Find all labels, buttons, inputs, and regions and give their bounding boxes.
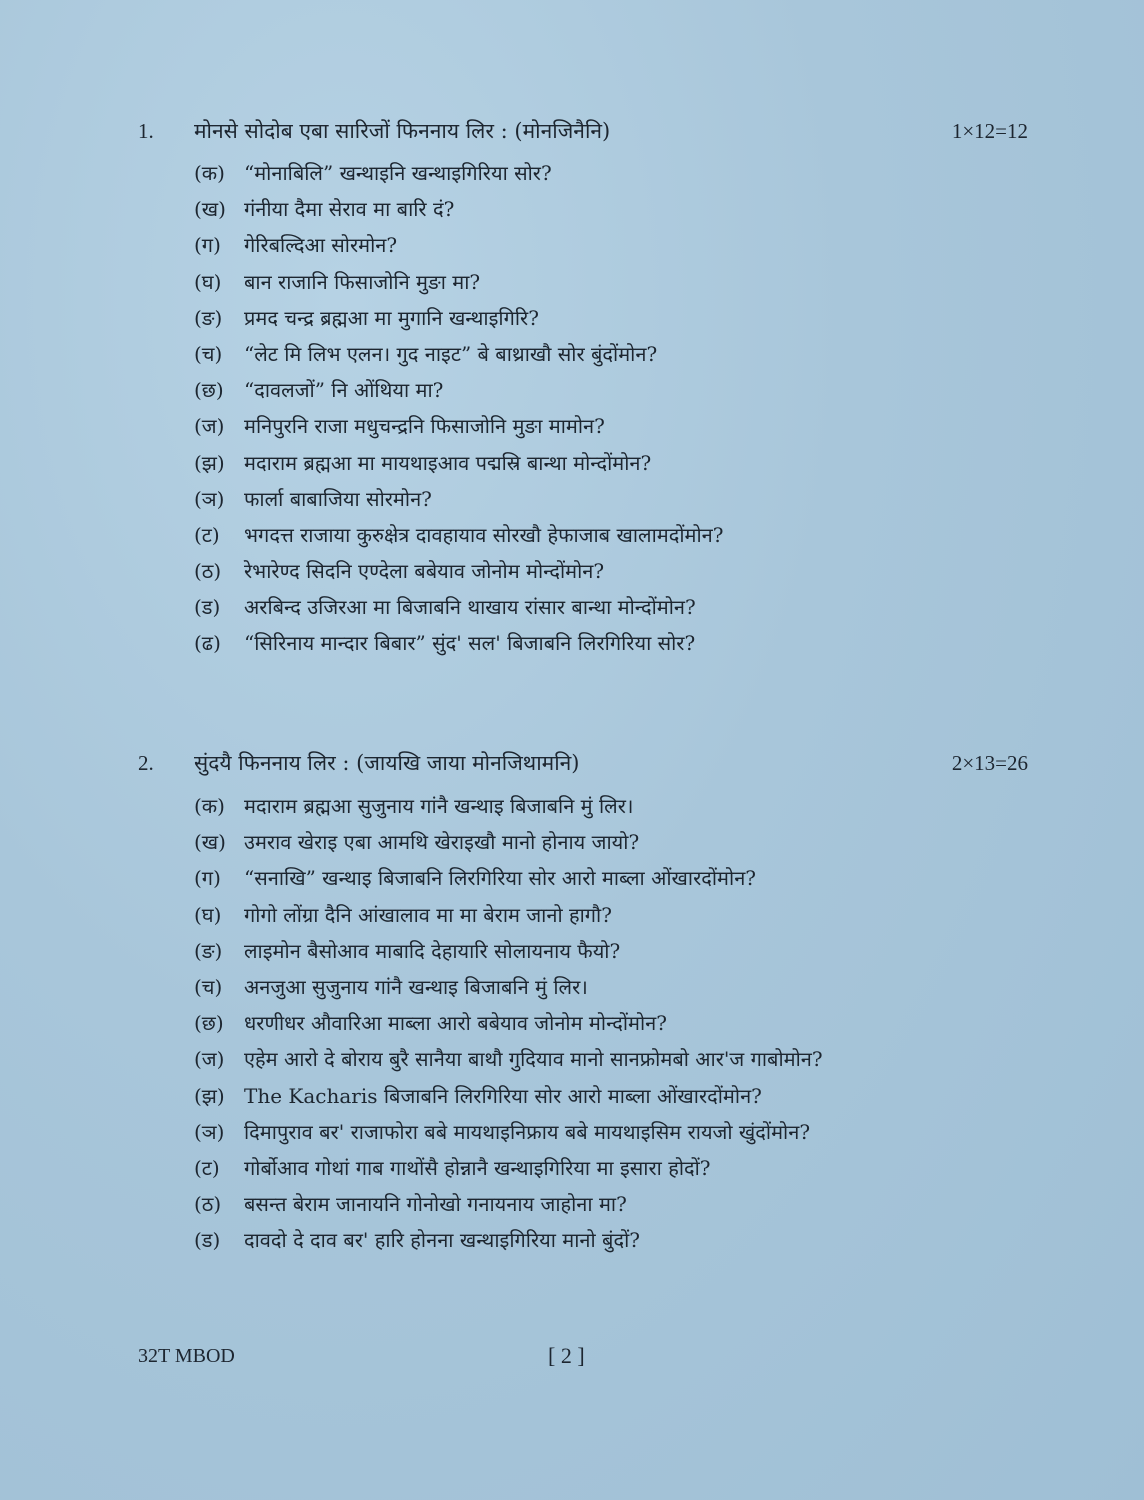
item-label: (ङ)	[194, 305, 223, 330]
item-label: (ञ)	[194, 1119, 225, 1144]
item-label: (ञ)	[194, 486, 225, 511]
question-item	[194, 860, 1024, 896]
item-text: धरणीधर औवारिआ माब्ला आरो बबेयाव जोनोम मोन्दोंमोन?	[244, 1011, 668, 1036]
item-label: (ख)	[194, 197, 226, 222]
question-item	[194, 372, 1024, 408]
question-item	[194, 933, 1024, 969]
question-item	[194, 1186, 1024, 1222]
question-item	[194, 336, 1024, 372]
item-text: गोर्बोआव गोथां गाब गाथोंसै होन्नानै खन्थाइगिरिया मा इसारा होदों?	[244, 1155, 711, 1180]
question-2-items	[194, 788, 1024, 1258]
item-text: एहेम आरो दे बोराय बुरै सानैया बाथौ गुदियाव मानो सानफ्रोमबो आर'ज गाबोमोन?	[244, 1047, 823, 1072]
item-label: (च)	[194, 974, 223, 999]
question-item	[194, 788, 1024, 824]
question-number: 2.	[138, 751, 154, 775]
item-text: प्रमद चन्द्र ब्रह्मआ मा मुगानि खन्थाइगिरि?	[244, 305, 539, 330]
question-item	[194, 625, 1024, 661]
item-text: उमराव खेराइ एबा आमथि खेराइखौ मानो होनाय जायो?	[244, 830, 640, 855]
item-text: भगदत्त राजाया कुरुक्षेत्र दावहायाव सोरखौ हेफाजाब खालामदोंमोन?	[244, 522, 724, 547]
item-label: (छ)	[194, 378, 224, 403]
item-text: “मोनाबिलि” खन्थाइनि खन्थाइगिरिया सोर?	[244, 161, 552, 185]
question-item	[194, 897, 1024, 933]
question-item	[194, 481, 1024, 517]
question-item	[194, 517, 1024, 553]
item-label: (ड)	[194, 595, 221, 620]
question-marks: 2×13=26	[951, 751, 1028, 775]
question-item	[194, 824, 1024, 860]
item-label: (ट)	[194, 522, 220, 547]
question-item	[194, 1150, 1024, 1186]
question-1-header	[138, 111, 1028, 151]
item-text: बसन्त बेराम जानायनि गोनोखो गनायनाय जाहोना मा?	[244, 1192, 627, 1217]
question-item	[194, 264, 1024, 300]
question-2-header	[138, 743, 1028, 783]
question-number: 1.	[138, 119, 154, 143]
item-label: (ग)	[194, 233, 221, 258]
question-item	[194, 155, 1024, 191]
question-item	[194, 969, 1024, 1005]
item-text: रेभारेण्द सिदनि एण्देला बबेयाव जोनोम मोन्दोंमोन?	[244, 559, 605, 584]
item-text: “लेट मि लिभ एलन। गुद नाइट” बे बाथ्राखौ सोर बुंदोंमोन?	[244, 341, 658, 366]
question-1-items	[194, 155, 1024, 662]
item-label: (ज)	[194, 414, 225, 439]
item-label: (क)	[194, 794, 225, 818]
item-label: (घ)	[194, 902, 222, 927]
item-label: (ज)	[194, 1047, 225, 1072]
item-label: (ठ)	[194, 559, 222, 584]
item-label: (ङ)	[194, 938, 223, 963]
question-item	[194, 1005, 1024, 1041]
question-item	[194, 1222, 1024, 1258]
question-item	[194, 227, 1024, 263]
item-text: गेरिबल्दिआ सोरमोन?	[244, 233, 398, 258]
item-label: (छ)	[194, 1011, 224, 1036]
item-label: (घ)	[194, 269, 222, 294]
item-text: अरबिन्द उजिरआ मा बिजाबनि थाखाय रांसार बान्था मोन्दोंमोन?	[244, 595, 696, 620]
question-item	[194, 1078, 1024, 1114]
item-text: बान राजानि फिसाजोनि मुङा मा?	[244, 269, 481, 294]
item-text: “सनाखि” खन्थाइ बिजाबनि लिरगिरिया सोर आरो माब्ला ओंखारदोंमोन?	[244, 866, 757, 891]
item-text: फार्ला बाबाजिया सोरमोन?	[244, 486, 432, 511]
question-item	[194, 300, 1024, 336]
item-label: (झ)	[194, 450, 225, 475]
item-text: मदाराम ब्रह्मआ सुजुनाय गांनै खन्थाइ बिजाबनि मुं लिर।	[244, 794, 634, 818]
question-item	[194, 553, 1024, 589]
question-item	[194, 445, 1024, 481]
item-label: (ठ)	[194, 1192, 222, 1217]
page-number: [ 2 ]	[548, 1343, 585, 1368]
item-text: लाइमोन बैसोआव माबादि देहायारि सोलायनाय फैयो?	[244, 938, 621, 963]
item-text: गोगो लोंग्रा दैनि आंखालाव मा मा बेराम जानो हागौ?	[244, 902, 612, 927]
item-label: (ड)	[194, 1228, 221, 1253]
item-label: (ढ)	[194, 631, 221, 656]
item-text: मनिपुरनि राजा मधुचन्द्रनि फिसाजोनि मुङा मामोन?	[244, 414, 605, 439]
item-label: (ख)	[194, 830, 226, 855]
item-label: (ट)	[194, 1155, 220, 1180]
question-item	[194, 1114, 1024, 1150]
item-text: दावदो दे दाव बर' हारि होनना खन्थाइगिरिया मानो बुंदों?	[244, 1228, 640, 1253]
item-label: (ग)	[194, 866, 221, 891]
question-item	[194, 191, 1024, 227]
question-marks: 1×12=12	[951, 119, 1028, 143]
item-text: The Kacharis बिजाबनि लिरगिरिया सोर आरो माब्ला ओंखारदोंमोन?	[244, 1083, 762, 1108]
question-instruction: सुंदयै फिननाय लिर : (जायखि जाया मोनजिथामनि)	[194, 751, 580, 775]
item-text: “सिरिनाय मान्दार बिबार” सुंद' सल' बिजाबनि लिरगिरिया सोर?	[244, 631, 696, 656]
question-item	[194, 1041, 1024, 1077]
item-label: (झ)	[194, 1083, 225, 1108]
item-label: (च)	[194, 341, 223, 366]
question-item	[194, 589, 1024, 625]
item-text: दिमापुराव बर' राजाफोरा बबे मायथाइनिफ्राय बबे मायथाइसिम रायजो खुंदोंमोन?	[244, 1119, 811, 1144]
item-text: “दावलजों” नि ओंथिया मा?	[244, 378, 444, 403]
paper-code: 32T MBOD	[138, 1345, 235, 1367]
item-label: (क)	[194, 161, 225, 185]
question-item	[194, 408, 1024, 444]
question-instruction: मोनसे सोदोब एबा सारिजों फिननाय लिर : (मोनजिनैनि)	[194, 119, 611, 143]
item-text: मदाराम ब्रह्मआ मा मायथाइआव पद्मस्रि बान्था मोन्दोंमोन?	[244, 450, 652, 475]
item-text: गंनीया दैमा सेराव मा बारि दं?	[244, 197, 455, 222]
item-text: अनजुआ सुजुनाय गांनै खन्थाइ बिजाबनि मुं लिर।	[244, 974, 588, 999]
